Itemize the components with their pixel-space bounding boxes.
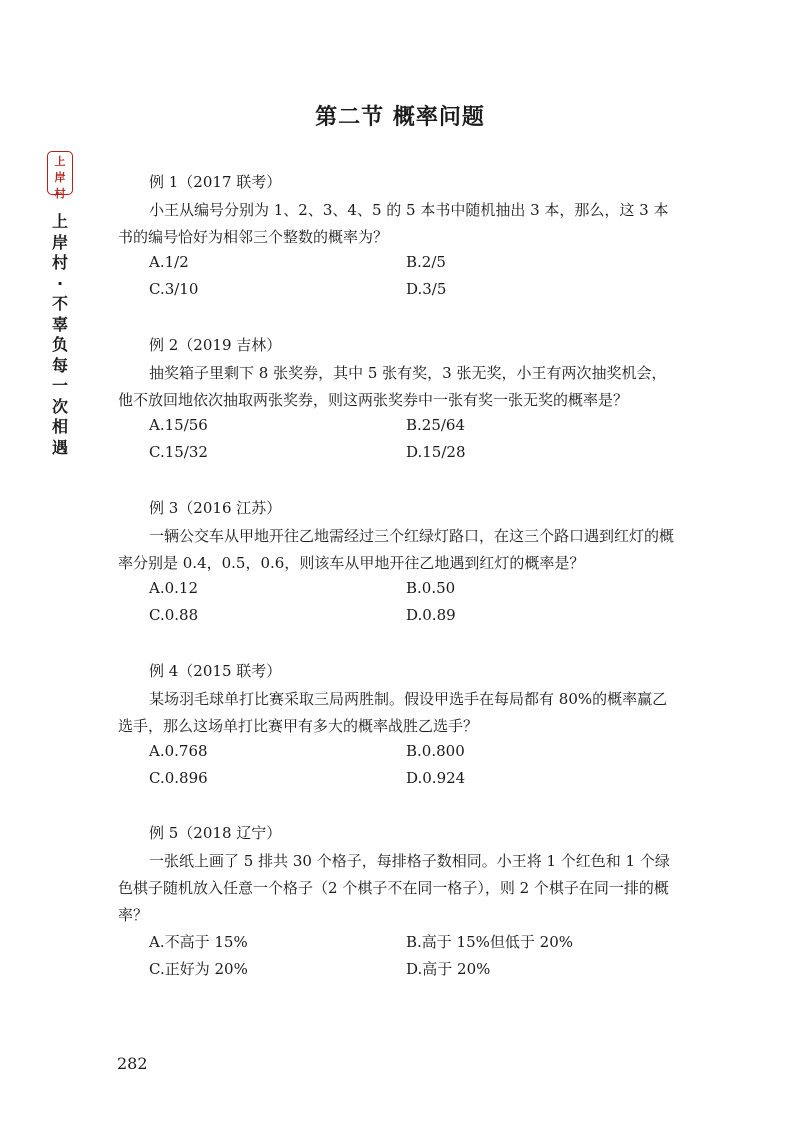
seal-logo-char: 岸 xyxy=(54,171,66,184)
page-number: 282 xyxy=(117,1054,148,1073)
option-a: A.不高于 15% xyxy=(149,933,248,951)
problem-header: 例 2（2019 吉林） xyxy=(149,336,282,354)
option-d: D.3/5 xyxy=(406,280,447,298)
motto-char: 不 xyxy=(51,294,68,313)
motto-char: 遇 xyxy=(51,437,68,457)
problem-stem: 抽奖箱子里剩下 8 张奖券，其中 5 张有奖，3 张无奖，小王有两次抽奖机会，他不放回地依次抽取两张奖券，则这两张奖券中一张有奖一张无奖的概率是？ xyxy=(118,364,667,409)
problem-stem: 小王从编号分别为 1、2、3、4、5 的 5 本书中随机抽出 3 本，那么，这 3 本书的编号恰好为相邻三个整数的概率为？ xyxy=(118,201,669,246)
problem-stem: 一辆公交车从甲地开往乙地需经过三个红绿灯路口，在这三个路口遇到红灯的概率分别是 0.4，0.5，0.6，则该车从甲地开往乙地遇到红灯的概率是？ xyxy=(118,527,675,572)
motto-char: 次 xyxy=(51,396,68,416)
problem-stem: 某场羽毛球单打比赛采取三局两胜制。假设甲选手在每局都有 80%的概率赢乙选手，那么这场单打比赛甲有多大的概率战胜乙选手？ xyxy=(118,690,668,735)
option-c: C.0.88 xyxy=(149,606,199,624)
motto-char: 一 xyxy=(51,376,68,395)
option-c: C.正好为 20% xyxy=(149,960,248,978)
option-b: B.高于 15%但低于 20% xyxy=(406,933,574,951)
problem-header: 例 5（2018 辽宁） xyxy=(149,824,282,842)
option-a: A.15/56 xyxy=(149,416,208,434)
option-a: A.0.12 xyxy=(149,579,198,597)
problem-header: 例 3（2016 江苏） xyxy=(149,499,282,517)
motto-char: 上 xyxy=(51,212,68,231)
option-b: B.0.50 xyxy=(406,579,456,597)
motto-char: 村 xyxy=(51,253,68,272)
motto-char: 每 xyxy=(51,355,68,375)
motto-char: 辜 xyxy=(51,314,68,334)
option-d: D.0.89 xyxy=(406,606,456,624)
motto-char: 岸 xyxy=(51,232,68,252)
option-b: B.2/5 xyxy=(406,253,446,271)
option-c: C.15/32 xyxy=(149,443,208,461)
option-d: D.0.924 xyxy=(406,769,466,787)
option-b: B.0.800 xyxy=(406,742,465,760)
motto-char: 相 xyxy=(51,417,68,436)
seal-logo-char: 村 xyxy=(54,187,66,200)
option-a: A.1/2 xyxy=(149,253,189,271)
seal-logo xyxy=(47,151,73,200)
option-d: D.15/28 xyxy=(406,443,466,461)
problem-header: 例 1（2017 联考） xyxy=(149,173,282,191)
option-a: A.0.768 xyxy=(149,742,208,760)
option-c: C.0.896 xyxy=(149,769,208,787)
motto-char: · xyxy=(56,273,64,293)
problem-stem: 一张纸上画了 5 排共 30 个格子，每排格子数相同。小王将 1 个红色和 1 个绿色棋子随机放入任意一个格子（2 个棋子不在同一格子），则 2 个棋子在同一排的概率？ xyxy=(118,852,670,924)
option-b: B.25/64 xyxy=(406,416,466,434)
side-motto xyxy=(50,212,70,458)
motto-char: 负 xyxy=(51,335,68,354)
seal-logo-char: 上 xyxy=(54,155,66,168)
option-d: D.高于 20% xyxy=(406,960,491,978)
problem-header: 例 4（2015 联考） xyxy=(149,662,282,680)
page-title: 第二节 概率问题 xyxy=(315,105,485,130)
option-c: C.3/10 xyxy=(149,280,199,298)
